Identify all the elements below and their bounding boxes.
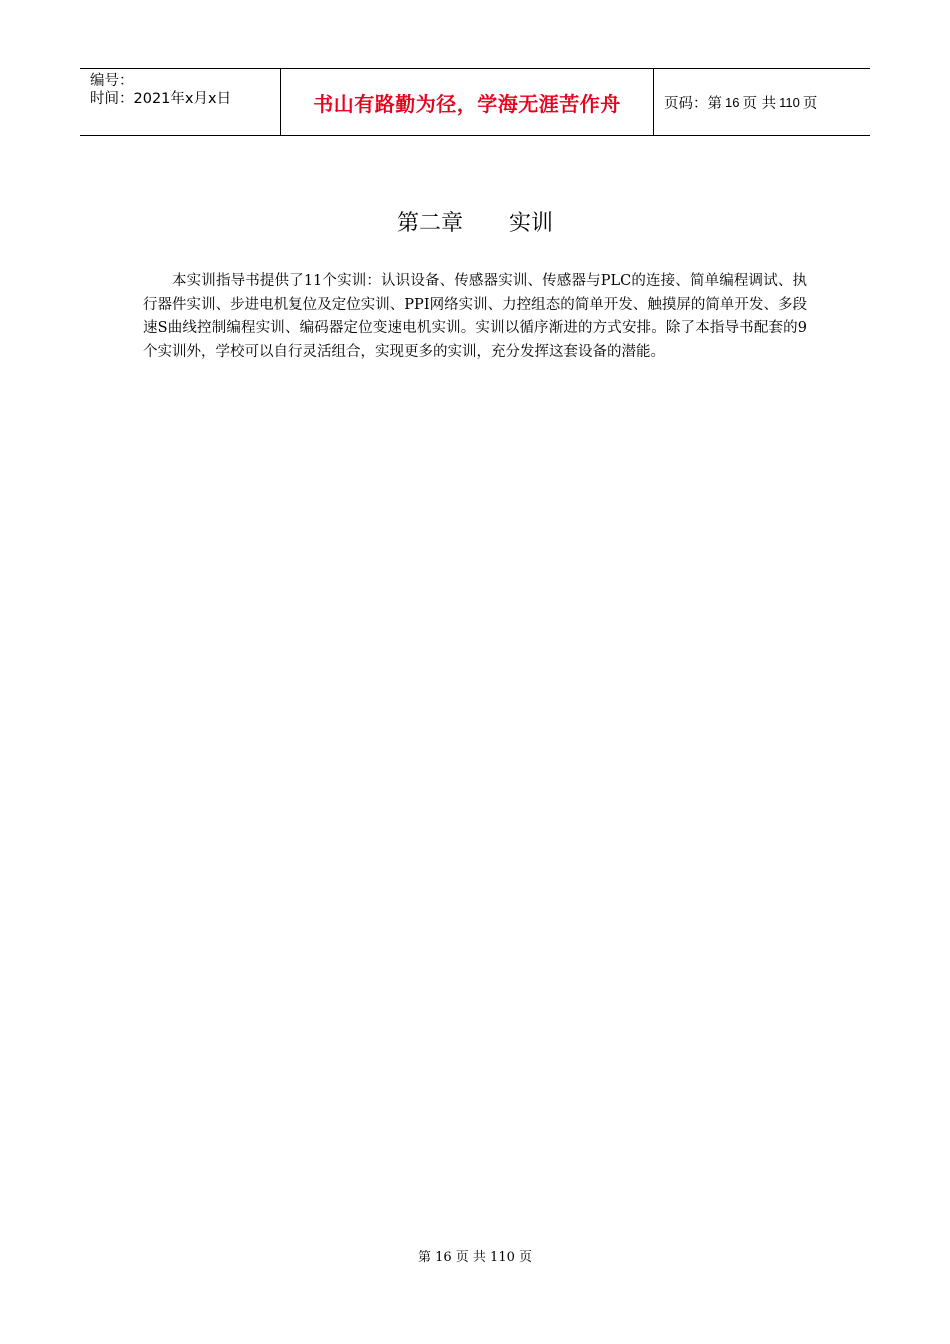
header-motto: 书山有路勤为径，学海无涯苦作舟 [313,91,621,116]
chapter-title: 实训 [509,211,554,236]
document-number-label: 编号： [90,73,134,89]
page-header [80,68,870,136]
page-mid: 页 共 [742,95,777,112]
page-footer: 第 16 页 共 110 页 [417,1250,533,1265]
page-current: 16 [725,94,740,110]
header-page-cell [654,69,870,135]
document-time-label: 时间：2021年x月x日 [90,91,232,107]
page-suffix: 页 [802,95,818,112]
header-meta-cell [80,69,281,135]
header-motto-cell [281,69,654,135]
intro-paragraph: 本实训指导书提供了11个实训：认识设备、传感器实训、传感器与PLC的连接、简单编程调试、执行器件实训、步进电机复位及定位实训、PPI网络实训、力控组态的简单开发、触摸屏的简单开发、多段速S曲线控制编程实训、编码器定位变速电机实训。实训以循序渐进的方式安排。除了本指导书配套的9个实训外，学校可以自行灵活组合，实现更多的实训，充分发挥这套设备的潜能。 [143,273,807,360]
page-prefix: 页码：第 [664,95,722,112]
chapter-heading [0,206,950,237]
page-total: 110 [779,94,800,110]
chapter-number: 第二章 [396,211,463,236]
